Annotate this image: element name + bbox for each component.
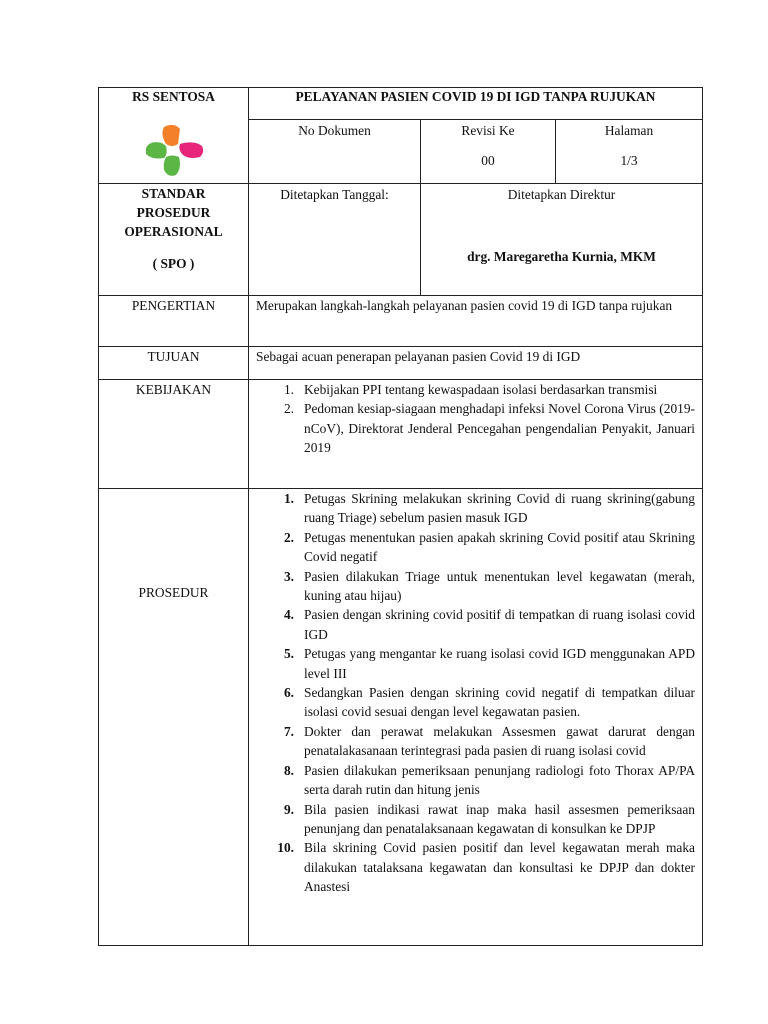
spo-label-line-1: STANDAR [141,186,206,201]
prosedur-item-text: Pasien dilakukan pemeriksaan penunjang radiologi foto Thorax AP/PA serta darah rutin dan hitung jenis [304,762,695,798]
logo-green-petal-bottom [164,156,180,176]
spo-label-line-4: ( SPO ) [152,256,195,271]
prosedur-item-text: Petugas menentukan pasien apakah skrining Covid positif atau Skrining Covid negatif [304,529,695,565]
prosedur-label: PROSEDUR [138,585,209,600]
kebijakan-item-text: Kebijakan PPI tentang kewaspadaan isolasi berdasarkan transmisi [304,382,658,397]
list-item: 10. Bila skrining Covid pasien positif dan level kegawatan merah maka dilakukan tatalaksana kegawatan dan konsultasi ke DPJP dan dokter Anastesi [277,840,695,895]
hospital-name: RS SENTOSA [132,89,215,104]
logo-pink-petal [179,142,203,158]
prosedur-item-text: Dokter dan perawat melakukan Assesmen gawat darurat dengan penatalakasanaan terintegrasi pada pasien di ruang isolasi covid [304,723,695,759]
prosedur-item-text: Bila skrining Covid pasien positif dan level kegawatan merah maka dilakukan tatalaksana kegawatan dan konsultasi ke DPJP dan dokter Anastesi [304,840,695,895]
list-item: 6. Sedangkan Pasien dengan skrining covid negatif di tempatkan diluar isolasi covid sesuai dengan level kegawatan pasien. [283,685,695,720]
list-item: 2. Pedoman kesiap-siagaan menghadapi infeksi Novel Corona Virus (2019-nCoV), Direktorat Jenderal Pencegahan pengendalian Penyakit, Januari 2019 [283,401,695,456]
hospital-logo [142,124,206,178]
table-border-right [702,87,703,946]
pengertian-label: PENGERTIAN [131,298,216,313]
halaman-value: 1/3 [620,153,638,168]
kebijakan-label: KEBIJAKAN [135,382,212,397]
logo-green-petal [146,142,167,158]
prosedur-item-text: Sedangkan Pasien dengan skrining covid negatif di tempatkan diluar isolasi covid sesuai dengan level kegawatan pasien. [304,685,695,720]
spo-label-line-2: PROSEDUR [136,205,211,220]
revisi-value: 00 [481,153,495,168]
list-item: 3. Pasien dilakukan Triage untuk menentukan level kegawatan (merah, kuning atau hijau) [283,568,695,604]
tujuan-text: Sebagai acuan penerapan pelayanan pasien Covid 19 di IGD [256,349,581,364]
title-divider [248,119,703,120]
list-item: 9. Bila pasien indikasi rawat inap maka hasil assesmen pemeriksaan penunjang dan penatalaksanaan kegawatan di konsulkan ke DPJP [283,801,695,836]
list-item: 7. Dokter dan perawat melakukan Assesmen gawat darurat dengan penatalakasanaan terintegrasi pada pasien di ruang isolasi covid [283,723,695,759]
list-item: 1. Petugas Skrining melakukan skrining Covid di ruang skrining(gabung ruang Triage) sebelum pasien masuk IGD [283,491,695,526]
prosedur-item-text: Pasien dengan skrining covid positif di tempatkan di ruang isolasi covid IGD [304,607,695,642]
prosedur-item-text: Bila pasien indikasi rawat inap maka hasil assesmen pemeriksaan penunjang dan penatalaksanaan kegawatan di konsulkan ke DPJP [304,801,695,836]
halaman-label: Halaman [604,123,654,138]
revisi-label: Revisi Ke [461,123,515,138]
document-title: PELAYANAN PASIEN COVID 19 DI IGD TANPA RUJUKAN [295,89,656,104]
prosedur-item-text: Petugas yang mengantar ke ruang isolasi covid IGD menggunakan APD level III [304,646,695,681]
spo-label-line-3: OPERASIONAL [124,224,223,239]
kebijakan-item-text: Pedoman kesiap-siagaan menghadapi infeksi Novel Corona Virus (2019-nCoV), Direktorat Jenderal Pencegahan pengendalian Penyakit, Januari 2019 [304,401,695,456]
ditetapkan-direktur-label: Ditetapkan Direktur [507,187,616,202]
no-dokumen-label: No Dokumen [298,123,371,138]
tujuan-label: TUJUAN [147,349,200,364]
pengertian-text: Merupakan langkah-langkah pelayanan pasien covid 19 di IGD tanpa rujukan [256,298,673,313]
prosedur-item-text: Pasien dilakukan Triage untuk menentukan level kegawatan (merah, kuning atau hijau) [304,568,695,604]
list-item: 2. Petugas menentukan pasien apakah skrining Covid positif atau Skrining Covid negatif [283,529,695,565]
logo-orange-petal [162,125,180,146]
list-item: 5. Petugas yang mengantar ke ruang isolasi covid IGD menggunakan APD level III [283,646,695,681]
list-item: 8. Pasien dilakukan pemeriksaan penunjang radiologi foto Thorax AP/PA serta darah rutin dan hitung jenis [283,762,695,798]
prosedur-item-text: Petugas Skrining melakukan skrining Covid di ruang skrining(gabung ruang Triage) sebelum pasien masuk IGD [304,491,695,526]
direktur-name: drg. Maregaretha Kurnia, MKM [467,249,656,264]
ditetapkan-tanggal-label: Ditetapkan Tanggal: [280,187,389,202]
list-item: 4. Pasien dengan skrining covid positif di tempatkan di ruang isolasi covid IGD [283,607,695,642]
prosedur-list [256,489,695,897]
kebijakan-list [256,380,695,458]
column-divider [248,87,249,946]
table-border-bottom [98,945,703,946]
list-item: 1. Kebijakan PPI tentang kewaspadaan isolasi berdasarkan transmisi [283,382,658,397]
